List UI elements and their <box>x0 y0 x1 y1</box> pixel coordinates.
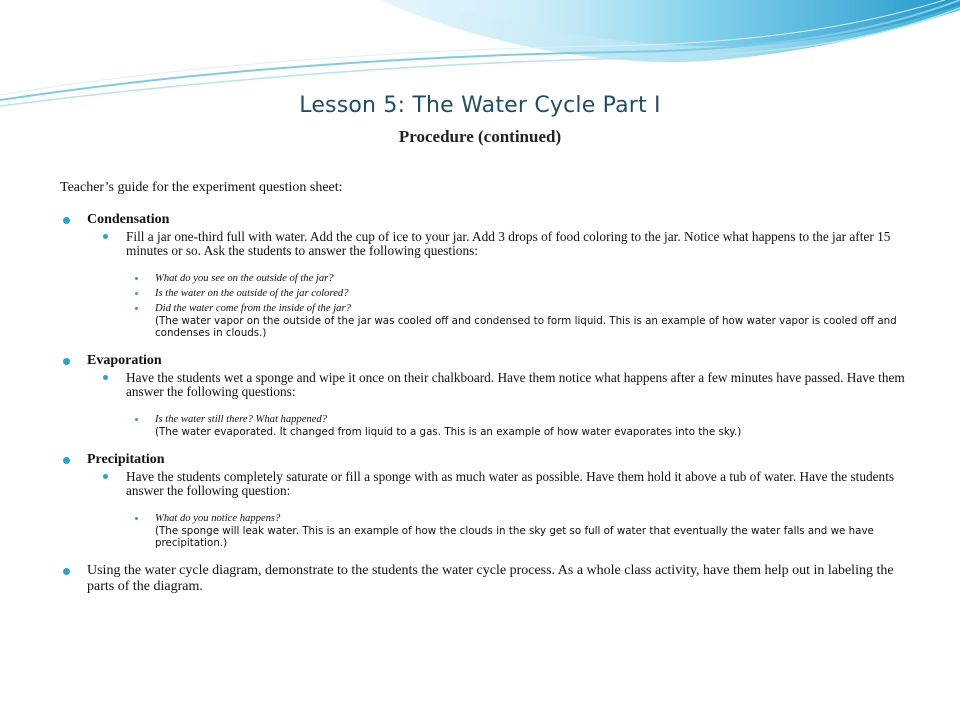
question-item <box>60 414 910 438</box>
question-text: Is the water on the outside of the jar colored? <box>155 288 349 299</box>
section-precipitation <box>60 452 910 468</box>
section-evaporation <box>60 353 910 369</box>
question-text: Is the water still there? What happened? <box>155 414 328 425</box>
question-item <box>60 303 910 339</box>
bullet-icon <box>135 307 138 310</box>
bullet-icon <box>63 457 70 464</box>
bullet-icon <box>103 474 108 479</box>
section-condensation <box>60 212 910 228</box>
section-heading: Condensation <box>87 212 170 227</box>
question-item <box>60 513 910 549</box>
bullet-icon <box>135 277 138 280</box>
bullet-icon <box>135 418 138 421</box>
bullet-icon <box>103 375 108 380</box>
bullet-icon <box>63 217 70 224</box>
answer-text: (The sponge will leak water. This is an example of how the clouds in the sky get so full of water that eventually the water falls and we have precipitation.) <box>155 525 874 549</box>
question-text: Did the water come from the inside of the jar? <box>155 303 351 314</box>
bullet-icon <box>135 517 138 520</box>
instruction-text: Have the students completely saturate or fill a sponge with as much water as possible. Have them hold it above a tub of water. Have the students answer the following question: <box>126 469 895 498</box>
answer-text: (The water evaporated. It changed from liquid to a gas. This is an example of how water evaporates into the sky.) <box>155 426 742 438</box>
slide-title: Lesson 5: The Water Cycle Part I <box>299 93 661 118</box>
question-text: What do you notice happens? <box>155 513 281 524</box>
closing-text: Using the water cycle diagram, demonstrate to the students the water cycle process. As a whole class activity, have them help out in labeling the parts of the diagram. <box>87 563 894 594</box>
bullet-icon <box>63 358 70 365</box>
slide-body <box>60 180 910 595</box>
section-heading: Evaporation <box>87 353 162 368</box>
closing-item <box>60 563 910 595</box>
section-heading: Precipitation <box>87 452 165 467</box>
instruction-text: Fill a jar one-third full with water. Add the cup of ice to your jar. Add 3 drops of food coloring to the jar. Notice what happens to the jar after 15 minutes or so. Ask the students to answer the following questions: <box>126 229 891 258</box>
question-item <box>60 273 910 285</box>
section-instruction <box>60 470 910 498</box>
section-instruction <box>60 230 910 258</box>
answer-text: (The water vapor on the outside of the jar was cooled off and condensed to form liquid. This is an example of how water vapor is cooled off and condenses in clouds.) <box>155 315 897 339</box>
instruction-text: Have the students wet a sponge and wipe it once on their chalkboard. Have them notice what happens after a few minutes have passed. Have them answer the following questions: <box>126 370 905 399</box>
bullet-icon <box>135 292 138 295</box>
question-item <box>60 288 910 300</box>
section-instruction <box>60 371 910 399</box>
slide-subtitle: Procedure (continued) <box>398 127 562 146</box>
intro-text: Teacher’s guide for the experiment question sheet: <box>60 180 343 195</box>
bullet-icon <box>103 234 108 239</box>
question-text: What do you see on the outside of the jar? <box>155 273 334 284</box>
bullet-icon <box>63 568 70 575</box>
